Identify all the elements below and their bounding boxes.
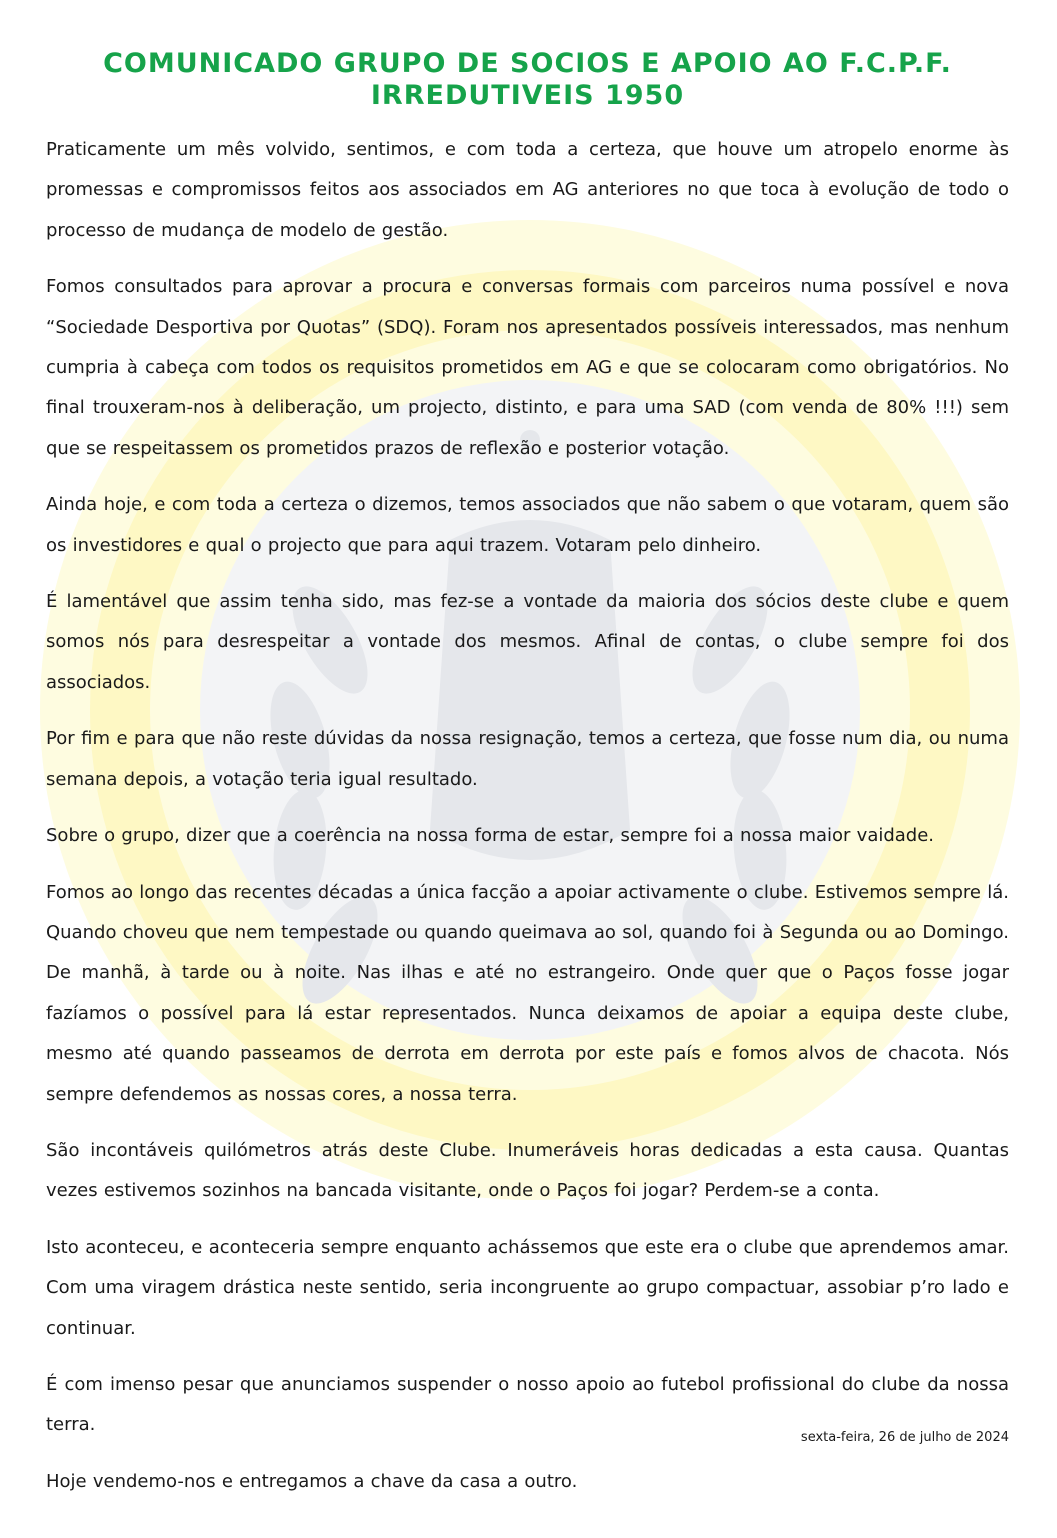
- paragraph-11: Hoje vendemo-nos e entregamos a chave da casa a outro.: [46, 1470, 578, 1492]
- document-title: [46, 48, 1009, 112]
- paragraph-8: São incontáveis quilómetros atrás deste Clube. Inumeráveis horas dedicadas a esta causa. Quantas vezes estivemos sozinhos na bancada visitante, onde o Paços foi jogar? Perdem-se a conta.: [46, 1139, 1009, 1202]
- paragraph-1: Praticamente um mês volvido, sentimos, e com toda a certeza, que houve um atropelo enorme às promessas e compromissos feitos aos associados em AG anteriores no que toca à evolução de todo o processo de mudança de modelo de gestão.: [46, 139, 1009, 241]
- paragraph-10: É com imenso pesar que anunciamos suspender o nosso apoio ao futebol profissional do clube da nossa terra.: [46, 1373, 1009, 1436]
- title-line-2: IRREDUTIVEIS 1950: [370, 80, 685, 111]
- paragraph-7: Fomos ao longo das recentes décadas a única facção a apoiar activamente o clube. Estivemos sempre lá. Quando choveu que nem tempestade ou quando queimava ao sol, quando foi à Segunda ou ao Domingo. De manhã, à tarde ou à noite. Nas ilhas e até no estrangeiro. Onde quer que o Paços fosse jogar fazíamos o possível para lá estar representados. Nunca deixamos de apoiar a equipa deste clube, mesmo até quando passeamos de derrota em derrota por este país e fomos alvos de chacota. Nós sempre defendemos as nossas cores, a nossa terra.: [46, 881, 1009, 1105]
- paragraph-5: Por fim e para que não reste dúvidas da nossa resignação, temos a certeza, que fosse num dia, ou numa semana depois, a votação teria igual resultado.: [46, 728, 1009, 790]
- document-date: sexta-feira, 26 de julho de 2024: [800, 1430, 1009, 1445]
- title-line-1: COMUNICADO GRUPO DE SOCIOS E APOIO AO F.C.P.F.: [103, 48, 952, 79]
- paragraph-9: Isto aconteceu, e aconteceria sempre enquanto achássemos que este era o clube que aprendemos amar. Com uma viragem drástica neste sentido, seria incongruente ao grupo compactuar, assobiar p’ro lado e continuar.: [46, 1236, 1009, 1339]
- paragraph-4: É lamentável que assim tenha sido, mas fez-se a vontade da maioria dos sócios deste clube e quem somos nós para desrespeitar a vontade dos mesmos. Afinal de contas, o clube sempre foi dos associados.: [46, 591, 1009, 693]
- paragraph-3: Ainda hoje, e com toda a certeza o dizemos, temos associados que não sabem o que votaram, quem são os investidores e qual o projecto que para aqui trazem. Votaram pelo dinheiro.: [46, 494, 1009, 556]
- paragraph-2: Fomos consultados para aprovar a procura e conversas formais com parceiros numa possível e nova “Sociedade Desportiva por Quotas” (SDQ). Foram nos apresentados possíveis interessados, mas nenhum cumpria à cabeça com todos os requisitos prometidos em AG e que se colocaram como obrigatórios. No final trouxeram-nos à deliberação, um projecto, distinto, e para uma SAD (com venda de 80% !!!) sem que se respeitassem os prometidos prazos de reflexão e posterior votação.: [46, 276, 1009, 459]
- paragraph-6: Sobre o grupo, dizer que a coerência na nossa forma de estar, sempre foi a nossa maior vaidade.: [46, 825, 935, 847]
